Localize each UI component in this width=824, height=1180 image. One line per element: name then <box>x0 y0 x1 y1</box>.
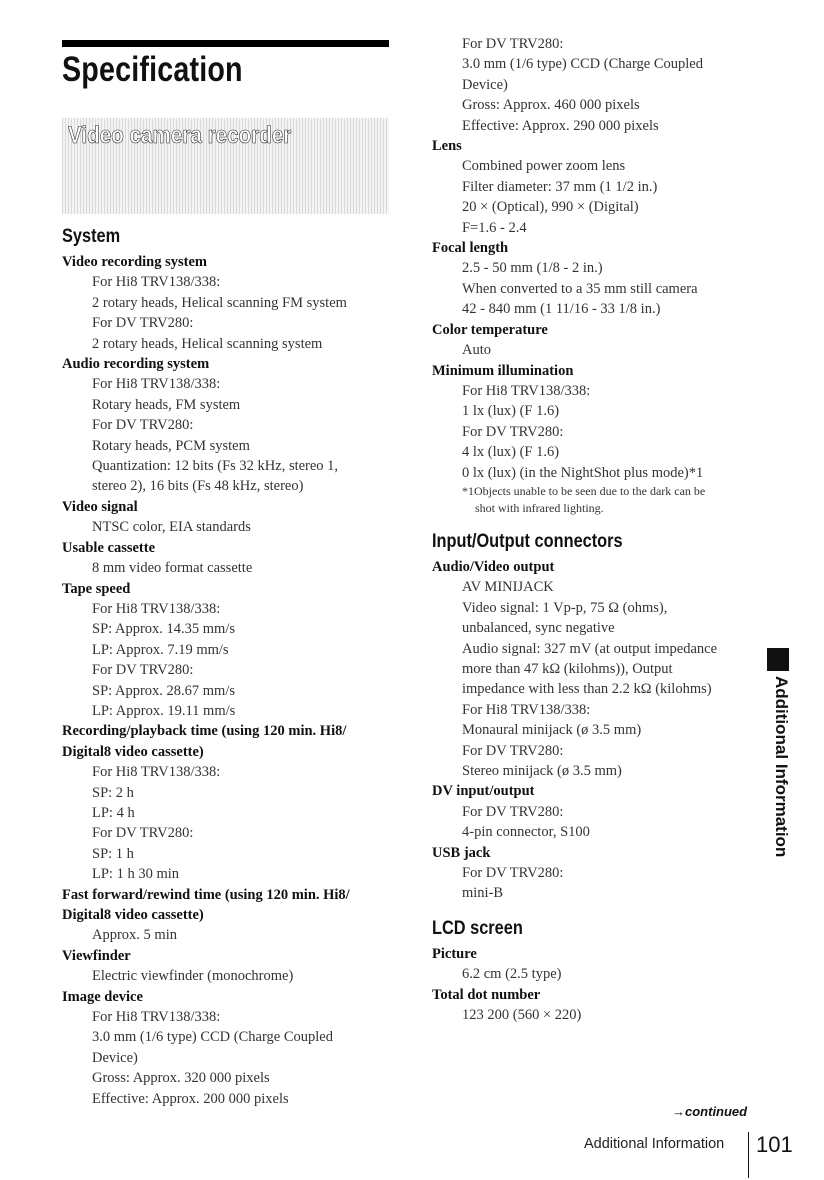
spec-value: 20 × (Optical), 990 × (Digital) <box>462 199 639 216</box>
spec-label: Tape speed <box>62 580 131 597</box>
footer-section-label: Additional Information <box>584 1136 725 1152</box>
spec-value: AV MINIJACK <box>462 579 554 596</box>
spec-value: For Hi8 TRV138/338: <box>92 764 221 781</box>
spec-value: For DV TRV280: <box>462 423 564 440</box>
spec-label: Video recording system <box>62 254 207 270</box>
spec-label: Video signal <box>62 498 138 515</box>
spec-value: For Hi8 TRV138/338: <box>92 1009 221 1026</box>
spec-value: 2 rotary heads, Helical scanning system <box>92 335 323 352</box>
section-heading: LCD screen <box>432 917 523 939</box>
spec-label: Picture <box>432 945 477 962</box>
spec-value: SP: Approx. 28.67 mm/s <box>92 682 236 699</box>
spec-value: unbalanced, sync negative <box>462 620 615 637</box>
spec-value: For DV TRV280: <box>462 742 564 759</box>
spec-label: Total dot number <box>432 986 541 1003</box>
spec-label: Color temperature <box>432 321 548 338</box>
spec-label: Minimum illumination <box>432 362 574 379</box>
spec-value: For Hi8 TRV138/338: <box>462 382 591 399</box>
spec-value: 6.2 cm (2.5 type) <box>462 966 562 983</box>
spec-label: Digital8 video cassette) <box>62 907 204 923</box>
spec-value: SP: 1 h <box>92 845 134 862</box>
spec-value: For DV TRV280: <box>462 803 564 820</box>
spec-label: Viewfinder <box>62 947 131 964</box>
spec-value: LP: 4 h <box>92 804 135 821</box>
spec-value: Electric viewfinder (monochrome) <box>92 968 294 985</box>
spec-value: Monaural minijack (ø 3.5 mm) <box>462 722 642 739</box>
spec-value: more than 47 kΩ (kilohms)), Output <box>462 660 673 677</box>
spec-value: When converted to a 35 mm still camera <box>462 280 698 297</box>
section-heading: System <box>62 226 121 247</box>
spec-value: 1 lx (lux) (F 1.6) <box>462 403 560 420</box>
spec-value: For Hi8 TRV138/338: <box>92 600 221 617</box>
continued-label: →continued <box>672 1104 748 1119</box>
section-heading: Input/Output connectors <box>432 530 623 552</box>
spec-value: Approx. 5 min <box>92 927 177 944</box>
spec-value: mini-B <box>462 885 504 902</box>
spec-value: Device) <box>92 1049 138 1066</box>
spec-value: 42 - 840 mm (1 11/16 - 33 1/8 in.) <box>462 301 661 318</box>
spec-value: NTSC color, EIA standards <box>92 519 251 536</box>
spec-label: Recording/playback time (using 120 min. Hi8/ <box>62 723 347 740</box>
spec-value: For DV TRV280: <box>92 662 194 679</box>
spec-label: Digital8 video cassette) <box>62 743 204 760</box>
spec-value: Combined power zoom lens <box>462 158 626 175</box>
title-rule <box>62 40 389 47</box>
footnote: shot with infrared lighting. <box>475 500 604 515</box>
spec-value: 2.5 - 50 mm (1/8 - 2 in.) <box>462 260 603 277</box>
page-title: Specification <box>62 50 243 89</box>
spec-value: 3.0 mm (1/6 type) CCD (Charge Coupled <box>462 56 703 73</box>
spec-value: 8 mm video format cassette <box>92 560 253 577</box>
spec-value: Audio signal: 327 mV (at output impedance <box>462 640 718 657</box>
spec-value: For DV TRV280: <box>462 865 564 882</box>
page-number: 101 <box>756 1132 793 1157</box>
spec-value: Rotary heads, PCM system <box>92 437 250 454</box>
spec-value: impedance with less than 2.2 kΩ (kilohms) <box>462 681 712 698</box>
spec-value: Video signal: 1 Vp-p, 75 Ω (ohms), <box>462 599 668 616</box>
spec-label: USB jack <box>432 844 491 861</box>
spec-value: 123 200 (560 × 220) <box>462 1007 582 1024</box>
spec-value: LP: Approx. 7.19 mm/s <box>92 641 229 658</box>
spec-value: For Hi8 TRV138/338: <box>92 274 221 291</box>
spec-label: Audio recording system <box>62 356 210 373</box>
spec-value: 2 rotary heads, Helical scanning FM system <box>92 294 347 311</box>
spec-value: For DV TRV280: <box>462 36 564 52</box>
spec-value: Filter diameter: 37 mm (1 1/2 in.) <box>462 178 658 195</box>
spec-label: Focal length <box>432 240 509 257</box>
footer-divider <box>748 1132 749 1178</box>
spec-value: 0 lx (lux) (in the NightShot plus mode)*1 <box>462 464 704 481</box>
spec-value: Auto <box>462 342 491 359</box>
spec-value: stereo 2), 16 bits (Fs 48 kHz, stereo) <box>92 478 304 495</box>
spec-value: SP: Approx. 14.35 mm/s <box>92 621 236 638</box>
spec-value: F=1.6 - 2.4 <box>462 219 527 236</box>
spec-value: Effective: Approx. 290 000 pixels <box>462 117 659 134</box>
spec-value: Quantization: 12 bits (Fs 32 kHz, stereo 1, <box>92 458 339 475</box>
spec-value: 4-pin connector, S100 <box>462 824 590 841</box>
spec-value: For DV TRV280: <box>92 417 194 434</box>
side-tab-label: Additional Information <box>772 676 791 858</box>
spec-value: For DV TRV280: <box>92 825 194 842</box>
spec-label: Image device <box>62 988 143 1005</box>
spec-value: For Hi8 TRV138/338: <box>92 376 221 393</box>
spec-value: For DV TRV280: <box>92 315 194 332</box>
right-column <box>432 34 772 1025</box>
side-tab-marker <box>767 648 789 671</box>
spec-value: Effective: Approx. 200 000 pixels <box>92 1090 289 1107</box>
spec-value: Device) <box>462 76 508 93</box>
spec-value: Gross: Approx. 460 000 pixels <box>462 97 640 114</box>
spec-value: LP: 1 h 30 min <box>92 866 180 883</box>
spec-label: Fast forward/rewind time (using 120 min. Hi8/ <box>62 886 350 903</box>
spec-value: For Hi8 TRV138/338: <box>462 701 591 718</box>
spec-label: Lens <box>432 138 462 155</box>
section-banner <box>62 118 389 214</box>
spec-value: 4 lx (lux) (F 1.6) <box>462 444 560 461</box>
spec-label: Usable cassette <box>62 539 156 556</box>
spec-label: DV input/output <box>432 783 535 800</box>
banner-title: Video camera recorder <box>68 122 292 149</box>
footnote: *1Objects unable to be seen due to the dark can be <box>462 483 706 498</box>
spec-value: LP: Approx. 19.11 mm/s <box>92 702 236 719</box>
spec-value: Stereo minijack (ø 3.5 mm) <box>462 763 622 779</box>
spec-value: SP: 2 h <box>92 784 134 801</box>
spec-value: Gross: Approx. 320 000 pixels <box>92 1070 270 1087</box>
spec-label: Audio/Video output <box>432 558 555 575</box>
spec-value: Rotary heads, FM system <box>92 396 241 413</box>
left-column <box>62 212 392 1109</box>
spec-value: 3.0 mm (1/6 type) CCD (Charge Coupled <box>92 1029 333 1046</box>
